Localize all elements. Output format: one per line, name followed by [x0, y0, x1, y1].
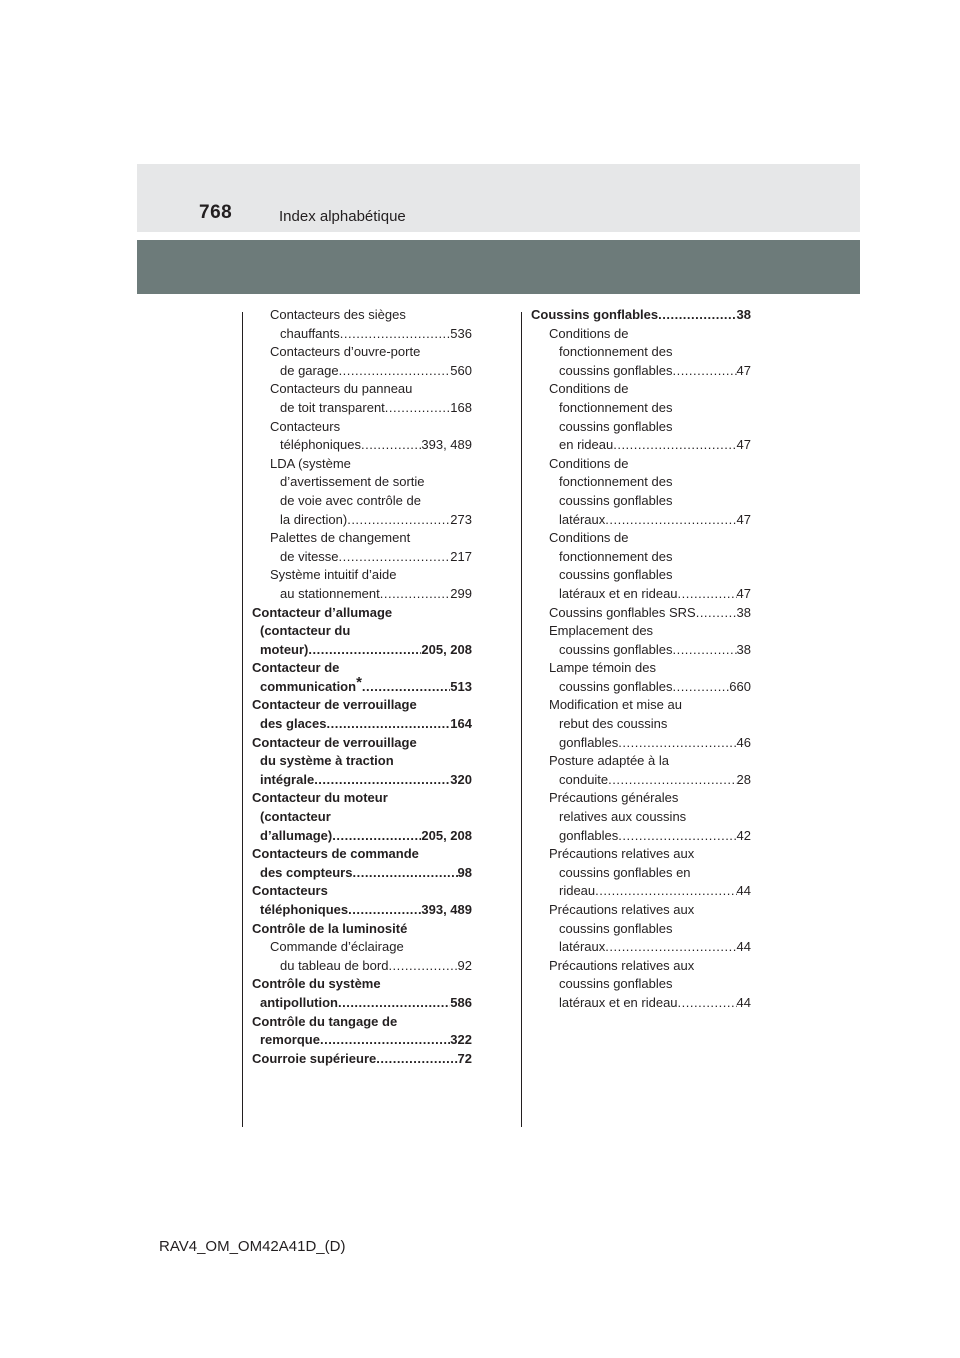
index-entry	[252, 938, 472, 957]
index-entry	[252, 659, 472, 678]
index-entry	[531, 585, 751, 604]
index-page-ref: 38	[736, 641, 751, 657]
index-entry	[252, 975, 472, 994]
index-entry	[252, 473, 472, 492]
index-entry	[252, 548, 472, 567]
index-entry	[252, 380, 472, 399]
index-entry-text: d’avertissement de sortie	[280, 474, 425, 490]
index-page-ref: 660	[729, 678, 751, 694]
index-entry-text: fonctionnement des	[559, 399, 673, 415]
index-entry	[531, 938, 751, 957]
index-entry	[252, 696, 472, 715]
index-entry-text: Précautions relatives aux	[549, 846, 695, 862]
index-entry-text: au stationnement	[280, 585, 380, 601]
index-page-ref: 47	[736, 362, 751, 378]
index-entry	[531, 548, 751, 567]
index-page-ref: 299	[450, 585, 472, 601]
index-page-ref: 42	[736, 827, 751, 843]
index-entry	[531, 473, 751, 492]
dot-leader	[605, 511, 736, 530]
dot-leader	[605, 938, 736, 957]
index-entry-text: de vitesse	[280, 548, 339, 564]
index-page-ref: 322	[450, 1032, 472, 1048]
index-entry-text: téléphoniques	[260, 902, 349, 917]
dot-leader	[332, 827, 421, 846]
dot-leader	[678, 585, 737, 604]
index-entry	[531, 455, 751, 474]
index-entry	[252, 418, 472, 437]
dot-leader	[696, 604, 737, 623]
index-page-ref: 205, 208	[421, 827, 472, 843]
index-entry	[252, 734, 472, 753]
index-page-ref: 320	[450, 771, 472, 787]
index-entry	[252, 585, 472, 604]
index-entry	[531, 529, 751, 548]
index-entry-text: Contacteurs de commande	[252, 846, 419, 862]
index-entry-text: Système intuitif d’aide	[270, 567, 397, 583]
index-entry-text: Contacteurs du panneau	[270, 381, 413, 397]
index-entry-text: Contacteur de	[252, 660, 340, 676]
index-page-ref: 273	[450, 511, 472, 527]
index-column-right	[531, 306, 751, 1013]
index-entry-text: Contacteur du moteur	[252, 790, 388, 806]
index-entry-text: latéraux	[559, 939, 606, 955]
index-entry	[531, 994, 751, 1013]
page-number: 768	[199, 202, 233, 223]
index-entry	[252, 789, 472, 808]
index-page-ref: 98	[457, 864, 472, 880]
index-entry-text: en rideau	[559, 437, 614, 453]
index-page-ref: 586	[450, 994, 472, 1010]
index-entry-text: Conditions de	[549, 325, 629, 341]
index-entry-text: remorque	[260, 1032, 320, 1048]
index-entry-text: gonflables	[559, 734, 619, 750]
index-entry	[252, 604, 472, 623]
index-entry	[252, 901, 472, 920]
dot-leader	[678, 994, 737, 1013]
document-code-footer: RAV4_OM_OM42A41D_(D)	[159, 1238, 346, 1255]
dot-leader	[361, 436, 421, 455]
dot-leader	[308, 641, 421, 660]
index-entry	[531, 380, 751, 399]
index-entry-text: Précautions relatives aux	[549, 957, 695, 973]
index-entry	[531, 901, 751, 920]
index-entry	[531, 771, 751, 790]
section-tab-band	[137, 240, 860, 294]
index-entry	[531, 920, 751, 939]
index-entry-text: LDA (système	[270, 455, 351, 471]
index-entry-text: Modification et mise au	[549, 697, 682, 713]
index-page-ref: 44	[736, 939, 751, 955]
index-entry	[531, 306, 751, 325]
index-entry-text: Précautions générales	[549, 790, 679, 806]
dot-leader	[348, 901, 421, 920]
index-entry	[252, 957, 472, 976]
index-entry	[531, 882, 751, 901]
index-entry-text: Contacteurs	[270, 418, 341, 434]
index-entry-text: fonctionnement des	[559, 548, 673, 564]
index-page-ref: 47	[736, 585, 751, 601]
dot-leader	[339, 362, 451, 381]
index-entry	[252, 455, 472, 474]
dot-leader	[380, 585, 451, 604]
index-entry-text: Conditions de	[549, 381, 629, 397]
dot-leader	[376, 1050, 457, 1069]
index-page-ref: 44	[736, 883, 751, 899]
dot-leader	[613, 436, 736, 455]
index-entry-text: gonflables	[559, 827, 619, 843]
index-page-ref: 47	[736, 437, 751, 453]
index-entry	[531, 752, 751, 771]
dot-leader	[340, 325, 451, 344]
index-entry-text: coussins gonflables	[559, 976, 673, 992]
index-entry	[531, 715, 751, 734]
index-entry-text: coussins gonflables	[559, 567, 673, 583]
index-entry-text: (contacteur du	[260, 623, 351, 639]
index-page-ref: 164	[450, 716, 472, 732]
index-page-ref: 536	[450, 325, 472, 341]
index-entry	[531, 696, 751, 715]
index-entry-text: (contacteur	[260, 809, 331, 825]
index-entry	[252, 752, 472, 771]
column-divider-middle	[521, 312, 522, 1127]
index-entry-text: rebut des coussins	[559, 716, 668, 732]
index-entry	[531, 325, 751, 344]
column-divider-left	[242, 312, 243, 1127]
dot-leader	[327, 715, 451, 734]
index-entry-text: Contrôle du système	[252, 976, 381, 992]
index-entry	[531, 734, 751, 753]
index-entry	[252, 566, 472, 585]
index-entry-text: latéraux et en rideau	[559, 994, 678, 1010]
index-entry	[252, 306, 472, 325]
index-entry	[531, 641, 751, 660]
index-entry-text: de voie avec contrôle de	[280, 492, 421, 508]
index-page-ref: 46	[736, 734, 751, 750]
index-entry-text: des compteurs	[260, 864, 353, 880]
index-page-ref: 38	[736, 307, 751, 322]
index-page-ref: 560	[450, 362, 472, 378]
index-entry-text: coussins gonflables	[559, 418, 673, 434]
index-page-ref: 28	[736, 771, 751, 787]
index-entry	[252, 715, 472, 734]
index-entry-text: coussins gonflables	[559, 641, 673, 657]
index-entry-text: communication	[260, 678, 357, 694]
index-entry	[531, 659, 751, 678]
index-entry	[252, 1013, 472, 1032]
index-entry	[252, 399, 472, 418]
dot-leader	[595, 882, 736, 901]
index-page-ref: 217	[450, 548, 472, 564]
index-entry-text: Contacteur de verrouillage	[252, 697, 417, 713]
index-entry-text: Coussins gonflables	[531, 307, 659, 322]
index-entry-text: Contacteur d’allumage	[252, 604, 393, 620]
index-entry-text: de toit transparent	[280, 399, 385, 415]
index-entry	[531, 436, 751, 455]
index-entry-text: Contacteurs d’ouvre-porte	[270, 344, 421, 360]
index-entry-text: intégrale	[260, 771, 315, 787]
header-band	[137, 164, 860, 232]
index-entry-text: coussins gonflables	[559, 920, 673, 936]
index-entry-text: coussins gonflables	[559, 678, 673, 694]
dot-leader	[347, 511, 450, 530]
index-entry-text: coussins gonflables	[559, 492, 673, 508]
index-entry-text: Précautions relatives aux	[549, 902, 695, 917]
section-title: Index alphabétique	[279, 208, 406, 225]
index-entry	[252, 994, 472, 1013]
index-entry	[252, 808, 472, 827]
index-entry-text: antipollution	[260, 994, 338, 1010]
index-entry	[252, 622, 472, 641]
index-entry-text: Courroie supérieure	[252, 1050, 377, 1066]
index-entry	[531, 957, 751, 976]
index-entry-text: latéraux	[559, 511, 606, 527]
index-entry	[252, 362, 472, 381]
index-page-ref: 38	[736, 604, 751, 620]
dot-leader	[385, 399, 451, 418]
index-entry	[531, 492, 751, 511]
index-entry-text: Commande d’éclairage	[270, 939, 404, 955]
index-entry	[252, 343, 472, 362]
index-entry-text: Palettes de changement	[270, 530, 411, 546]
index-entry	[531, 566, 751, 585]
index-entry-text: fonctionnement des	[559, 474, 673, 490]
dot-leader	[672, 678, 729, 697]
index-entry-text: fonctionnement des	[559, 344, 673, 360]
index-entry-text: Contrôle du tangage de	[252, 1013, 398, 1029]
index-entry-text: Contacteurs des sièges	[270, 307, 406, 322]
index-page-ref: 47	[736, 511, 751, 527]
index-entry	[252, 920, 472, 939]
index-entry	[531, 845, 751, 864]
footnote-star: *	[356, 673, 362, 691]
index-entry	[252, 1031, 472, 1050]
index-entry-text: des glaces	[260, 716, 327, 732]
dot-leader	[608, 771, 736, 790]
index-entry	[531, 678, 751, 697]
index-entry-text: Posture adaptée à la	[549, 753, 669, 769]
index-column-left	[252, 306, 472, 1068]
index-entry	[252, 864, 472, 883]
dot-leader	[352, 864, 457, 883]
dot-leader	[314, 771, 450, 790]
index-entry-text: téléphoniques	[280, 437, 361, 453]
index-entry-text: la direction)	[280, 511, 348, 527]
index-entry	[531, 864, 751, 883]
index-entry	[531, 511, 751, 530]
index-entry	[531, 789, 751, 808]
dot-leader	[362, 678, 450, 697]
index-entry-text: moteur)	[260, 641, 309, 657]
index-page-ref: 168	[450, 399, 472, 415]
index-entry-text: coussins gonflables	[559, 362, 673, 378]
index-entry-text: Conditions de	[549, 455, 629, 471]
dot-leader	[338, 994, 450, 1013]
index-page-ref: 393, 489	[421, 902, 472, 917]
index-entry-text: Conditions de	[549, 530, 629, 546]
index-entry-text: Emplacement des	[549, 623, 654, 639]
index-entry-text: Contrôle de la luminosité	[252, 920, 408, 936]
index-entry	[252, 325, 472, 344]
index-entry	[531, 343, 751, 362]
index-page-ref: 72	[457, 1050, 472, 1066]
index-entry-text: rideau	[559, 883, 596, 899]
index-entry	[252, 845, 472, 864]
index-page-ref: 205, 208	[421, 641, 472, 657]
dot-leader	[618, 734, 736, 753]
index-entry-text: Coussins gonflables SRS	[549, 604, 696, 620]
index-entry	[531, 827, 751, 846]
index-entry-text: conduite	[559, 771, 609, 787]
dot-leader	[672, 362, 736, 381]
index-entry	[252, 436, 472, 455]
index-entry-text: du système à traction	[260, 753, 394, 769]
index-entry-text: chauffants	[280, 325, 340, 341]
index-page-ref: 44	[736, 994, 751, 1010]
index-entry-text: coussins gonflables en	[559, 864, 691, 880]
index-entry	[531, 808, 751, 827]
index-entry	[531, 362, 751, 381]
index-entry-text: Contacteurs	[252, 883, 328, 899]
index-entry-text: latéraux et en rideau	[559, 585, 678, 601]
dot-leader	[320, 1031, 450, 1050]
dot-leader	[388, 957, 457, 976]
dot-leader	[672, 641, 736, 660]
index-entry-text: du tableau de bord	[280, 957, 389, 973]
index-entry	[252, 492, 472, 511]
index-entry	[252, 641, 472, 660]
index-entry	[531, 604, 751, 623]
index-entry	[531, 975, 751, 994]
index-entry-text: relatives aux coussins	[559, 809, 687, 825]
index-entry	[252, 827, 472, 846]
index-entry-text: Contacteur de verrouillage	[252, 734, 417, 750]
index-entry-text: de garage	[280, 362, 339, 378]
index-entry	[252, 771, 472, 790]
index-entry-text: d’allumage)	[260, 827, 333, 843]
index-entry	[252, 882, 472, 901]
index-entry	[252, 673, 472, 697]
index-page-ref: 513	[450, 678, 472, 694]
index-entry	[252, 529, 472, 548]
dot-leader	[658, 306, 736, 325]
index-entry	[531, 399, 751, 418]
index-page-ref: 92	[457, 957, 472, 973]
index-page-ref: 393, 489	[421, 437, 472, 453]
dot-leader	[618, 827, 736, 846]
index-entry-text: Lampe témoin des	[549, 660, 656, 676]
index-entry	[531, 622, 751, 641]
index-entry	[252, 1050, 472, 1069]
dot-leader	[339, 548, 451, 567]
index-entry	[252, 511, 472, 530]
index-entry	[531, 418, 751, 437]
